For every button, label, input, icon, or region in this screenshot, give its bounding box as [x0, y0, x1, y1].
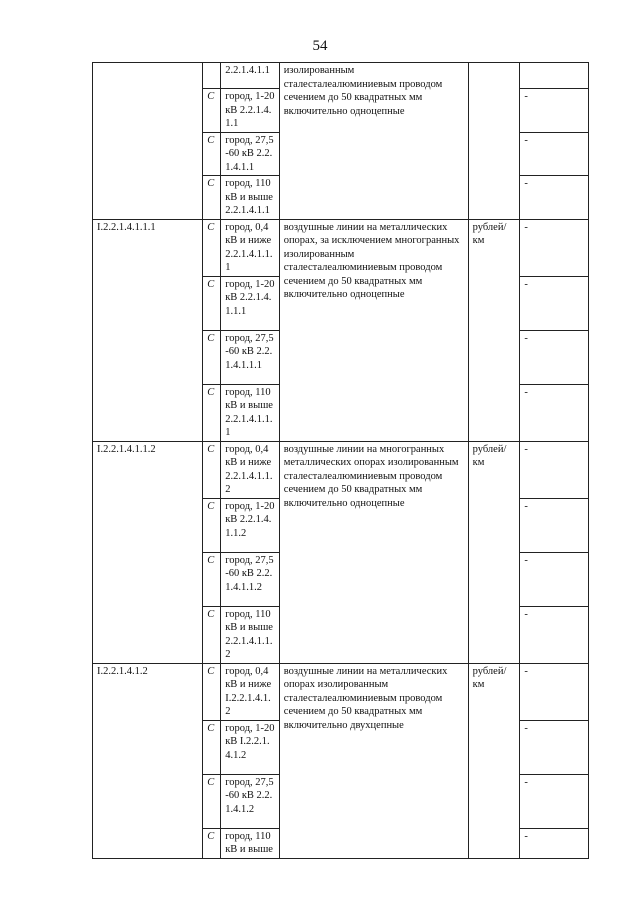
row-letter: С	[203, 828, 221, 858]
table-row	[93, 63, 589, 89]
row-letter: С	[203, 552, 221, 606]
row-unit: рублей/км	[468, 441, 520, 663]
row-code: I.2.2.1.4.1.1.2	[93, 441, 203, 663]
row-classification: город, 27,5-60 кВ 2.2.1.4.1.1.1	[221, 330, 279, 384]
row-letter: С	[203, 663, 221, 720]
row-classification: город, 1-20 кВ 2.2.1.4.1.1.1	[221, 276, 279, 330]
row-letter: С	[203, 720, 221, 774]
row-unit: рублей/км	[468, 219, 520, 441]
row-value: -	[520, 774, 589, 828]
row-classification: город, 110 кВ и выше 2.2.1.4.1.1	[221, 176, 279, 220]
row-classification: город, 27,5-60 кВ 2.2.1.4.1.2	[221, 774, 279, 828]
row-value: -	[520, 330, 589, 384]
row-code: I.2.2.1.4.1.2	[93, 663, 203, 858]
row-letter: С	[203, 330, 221, 384]
row-unit	[468, 63, 520, 220]
row-value: -	[520, 384, 589, 441]
row-classification: город, 110 кВ и выше 2.2.1.4.1.1.2	[221, 606, 279, 663]
row-classification: город, 1-20 кВ 2.2.1.4.1.1.2	[221, 498, 279, 552]
row-letter: С	[203, 89, 221, 133]
row-classification: город, 110 кВ и выше 2.2.1.4.1.1.1	[221, 384, 279, 441]
row-classification: город, 27,5-60 кВ 2.2.1.4.1.1.2	[221, 552, 279, 606]
table-body	[93, 63, 589, 859]
page-number: 54	[312, 38, 328, 54]
row-letter: С	[203, 774, 221, 828]
row-value: -	[520, 276, 589, 330]
tariff-table	[92, 62, 589, 859]
row-value: -	[520, 606, 589, 663]
row-value: -	[520, 552, 589, 606]
row-code	[93, 63, 203, 220]
row-letter: С	[203, 276, 221, 330]
row-classification: город, 0,4 кВ и ниже 2.2.1.4.1.1.2	[221, 441, 279, 498]
row-classification: город, 1-20 кВ 2.2.1.4.1.1	[221, 89, 279, 133]
row-letter: С	[203, 132, 221, 176]
row-classification: город, 0,4 кВ и ниже 2.2.1.4.1.1.1	[221, 219, 279, 276]
row-description: воздушные линии на металлических опорах, за исключением многогранных изолированным сталесталеалюминиевым проводом сечением до 50 квадратных мм включительно одноцепные	[279, 219, 468, 441]
row-unit: рублей/км	[468, 663, 520, 858]
row-description: изолированным сталесталеалюминиевым проводом сечением до 50 квадратных мм включительно одноцепные	[279, 63, 468, 220]
row-description: воздушные линии на многогранных металлических опорах изолированным сталесталеалюминиевым проводом сечением до 50 квадратных мм включительно одноцепные	[279, 441, 468, 663]
row-classification: город, 1-20 кВ I.2.2.1.4.1.2	[221, 720, 279, 774]
row-value: -	[520, 132, 589, 176]
row-value: -	[520, 720, 589, 774]
row-classification: 2.2.1.4.1.1	[221, 63, 279, 89]
table-row	[93, 441, 589, 498]
row-description: воздушные линии на металлических опорах изолированным сталесталеалюминиевым проводом сечением до 50 квадратных мм включительно двухцепные	[279, 663, 468, 858]
row-code: I.2.2.1.4.1.1.1	[93, 219, 203, 441]
row-letter: С	[203, 219, 221, 276]
row-value	[520, 63, 589, 89]
row-value: -	[520, 498, 589, 552]
row-value: -	[520, 663, 589, 720]
row-letter	[203, 63, 221, 89]
row-letter: С	[203, 441, 221, 498]
row-classification: город, 110 кВ и выше	[221, 828, 279, 858]
row-classification: город, 0,4 кВ и ниже I.2.2.1.4.1.2	[221, 663, 279, 720]
row-value: -	[520, 441, 589, 498]
row-letter: С	[203, 384, 221, 441]
row-value: -	[520, 219, 589, 276]
row-classification: город, 27,5-60 кВ 2.2.1.4.1.1	[221, 132, 279, 176]
row-letter: С	[203, 606, 221, 663]
row-letter: С	[203, 498, 221, 552]
row-value: -	[520, 89, 589, 133]
table-row	[93, 663, 589, 720]
table-row	[93, 219, 589, 276]
row-value: -	[520, 828, 589, 858]
row-letter: С	[203, 176, 221, 220]
row-value: -	[520, 176, 589, 220]
